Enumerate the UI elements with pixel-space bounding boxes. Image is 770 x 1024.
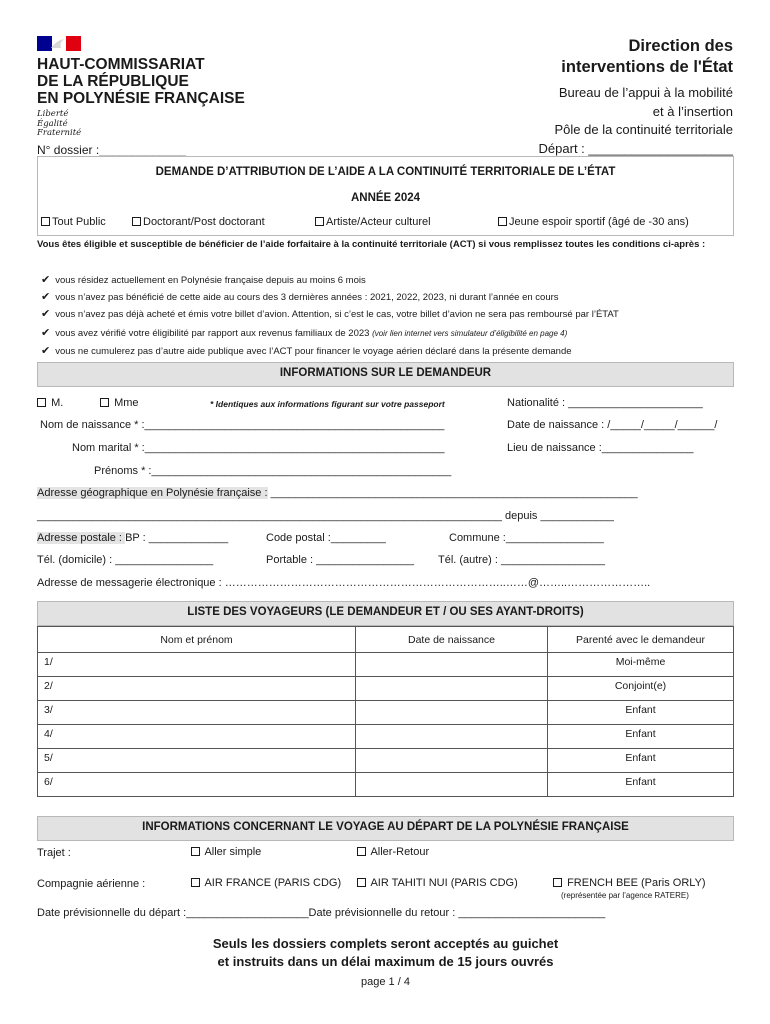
condition-item (41, 344, 572, 357)
traveler-relation-cell: Enfant (548, 701, 734, 725)
checkbox-icon (100, 398, 109, 407)
travel-dates-field[interactable]: Date prévisionnelle du départ :____________________Date prévisionnelle du retour : ________________________ (37, 907, 606, 919)
checkbox-icon (191, 878, 200, 887)
form-year: ANNÉE 2024 (350, 192, 421, 204)
bureau-line2: et à l’insertion (652, 103, 733, 119)
commune-field[interactable]: Commune :________________ (449, 532, 604, 544)
email-field[interactable]: Adresse de messagerie électronique : …………………………………………………………………..……@……..………………….. (37, 577, 651, 589)
table-row (38, 701, 734, 725)
traveler-birthdate-cell[interactable] (356, 749, 548, 773)
french-bee-note: (représentée par l’agence RATERE) (561, 891, 689, 900)
bp-input: BP : _____________ (125, 532, 229, 544)
table-row (38, 773, 734, 797)
first-names-field[interactable]: Prénoms * :_________________________________________________ (94, 465, 452, 477)
category-label: Doctorant/Post doctorant (143, 216, 265, 228)
title-m-option[interactable] (37, 397, 63, 409)
traveler-birthdate-cell[interactable] (356, 773, 548, 797)
traveler-relation-cell: Conjoint(e) (548, 677, 734, 701)
notice-line1: Seuls les dossiers complets seront acceptés au guichet (212, 936, 559, 951)
trajet-label: Trajet : (37, 847, 71, 859)
postal-label: Adresse postale : (37, 532, 126, 544)
completeness-notice (37, 935, 734, 971)
category-jeune-sportif[interactable] (498, 216, 689, 228)
one-way-option[interactable] (191, 846, 261, 858)
traveler-name-cell[interactable]: 6/ (38, 773, 356, 797)
checkbox-icon (132, 217, 141, 226)
travelers-table (37, 626, 734, 797)
airline-air-tahiti-nui-option[interactable] (357, 877, 518, 889)
title-mme-label: Mme (114, 397, 139, 409)
condition-text: vous n’avez pas bénéficié de cette aide au cours des 3 dernières années : 2021, 2022, 2023, ni durant l’année en cours (55, 292, 559, 303)
checkbox-icon (191, 847, 200, 856)
category-label: Jeune espoir sportif (âgé de -30 ans) (509, 216, 689, 228)
passport-note: * Identiques aux informations figurant sur votre passeport (210, 399, 445, 409)
condition-item (41, 307, 619, 320)
geo-address-line2-text: ____________________________________________________________________________ (37, 510, 502, 522)
title-mme-option[interactable] (100, 397, 139, 409)
birth-place-field[interactable]: Lieu de naissance :_______________ (507, 442, 694, 454)
marital-name-field[interactable]: Nom marital * :_________________________________________________ (72, 442, 445, 454)
depart-field[interactable]: Départ : ____________________ (538, 140, 733, 156)
traveler-relation-cell: Moi-même (548, 653, 734, 677)
traveler-birthdate-cell[interactable] (356, 701, 548, 725)
traveler-relation-cell: Enfant (548, 749, 734, 773)
category-label: Artiste/Acteur culturel (326, 216, 431, 228)
geo-address-line: ____________________________________________________________ (267, 487, 638, 499)
traveler-relation-cell: Enfant (548, 725, 734, 749)
round-trip-label: Aller-Retour (370, 846, 430, 858)
birth-date-field[interactable]: Date de naissance : /_____/_____/______/ (507, 419, 718, 431)
checkbox-icon (315, 217, 324, 226)
traveler-name-cell[interactable]: 5/ (38, 749, 356, 773)
since-field: depuis ____________ (501, 510, 614, 522)
category-label: Tout Public (52, 216, 106, 228)
airline-label: AIR TAHITI NUI (PARIS CDG) (370, 877, 518, 889)
condition-text: vous avez vérifié votre éligibilité par rapport aux revenus familiaux de 2023 (55, 328, 370, 339)
condition-item (41, 290, 559, 303)
table-header-row (38, 627, 734, 653)
airline-label: AIR FRANCE (PARIS CDG) (204, 877, 342, 889)
condition-item (41, 326, 567, 339)
airline-label: Compagnie aérienne : (37, 878, 146, 890)
condition-text: vous ne cumulerez pas d’autre aide publique avec l’ACT pour financer le voyage aérien déclaré dans la présente demande (55, 346, 572, 357)
tel-other-field[interactable]: Tél. (autre) : _________________ (438, 554, 605, 566)
postal-code-field[interactable]: Code postal :_________ (266, 532, 386, 544)
traveler-name-cell[interactable]: 4/ (38, 725, 356, 749)
motto-liberte: Liberté (37, 109, 69, 119)
motto-fraternite: Fraternité (37, 128, 82, 138)
airline-air-france-option[interactable] (191, 877, 341, 889)
direction-line2: interventions de l'État (561, 58, 733, 76)
table-row (38, 749, 734, 773)
checkmark-icon: ✔ (41, 291, 51, 303)
institution-name (37, 56, 245, 107)
pole-line: Pôle de la continuité territoriale (554, 122, 733, 137)
applicant-section-title: INFORMATIONS SUR LE DEMANDEUR (279, 367, 492, 379)
traveler-name-cell[interactable]: 2/ (38, 677, 356, 701)
checkbox-icon (357, 878, 366, 887)
condition-text: vous n’avez pas déjà acheté et émis votre billet d’avion. Attention, si c’est le cas, votre billet d’avion ne sera pas remboursé par l’ÉTAT (55, 309, 619, 320)
checkbox-icon (357, 847, 366, 856)
checkbox-icon (41, 217, 50, 226)
direction-title (561, 36, 733, 78)
motto-egalite: Égalité (37, 118, 68, 129)
airline-label: FRENCH BEE (Paris ORLY) (567, 877, 706, 889)
trip-section-title: INFORMATIONS CONCERNANT LE VOYAGE AU DÉPART DE LA POLYNÉSIE FRANÇAISE (142, 821, 629, 833)
one-way-label: Aller simple (204, 846, 262, 858)
institution-line2: DE LA RÉPUBLIQUE (37, 73, 189, 90)
traveler-name-cell[interactable]: 3/ (38, 701, 356, 725)
category-tout-public[interactable] (41, 216, 106, 228)
travelers-section-title: LISTE DES VOYAGEURS (LE DEMANDEUR ET / OU SES AYANT-DROITS) (187, 606, 584, 618)
col-name-header: Nom et prénom (38, 627, 356, 653)
direction-line1: Direction des (628, 37, 733, 55)
checkbox-icon (498, 217, 507, 226)
traveler-birthdate-cell[interactable] (356, 653, 548, 677)
table-row (38, 653, 734, 677)
geo-address-label: Adresse géographique en Polynésie française : (37, 487, 268, 499)
notice-line2: et instruits dans un délai maximum de 15 jours ouvrés (217, 954, 554, 969)
institution-line1: HAUT-COMMISSARIAT (37, 56, 205, 73)
nationality-field[interactable]: Nationalité : ______________________ (507, 397, 703, 409)
traveler-birthdate-cell[interactable] (356, 725, 548, 749)
round-trip-option[interactable] (357, 846, 429, 858)
condition-text: vous résidez actuellement en Polynésie française depuis au moins 6 mois (55, 275, 366, 286)
form-title: DEMANDE D’ATTRIBUTION DE L’AIDE A LA CONTINUITÉ TERRITORIALE DE L’ÉTAT (155, 166, 616, 178)
col-relation-header: Parenté avec le demandeur (548, 627, 734, 653)
checkmark-icon: ✔ (41, 274, 51, 286)
category-doctorant[interactable] (132, 216, 265, 228)
checkmark-icon: ✔ (41, 345, 51, 357)
table-row (38, 677, 734, 701)
dossier-number-field[interactable]: N° dossier :_____________ (37, 143, 186, 157)
traveler-name-cell[interactable]: 1/ (38, 653, 356, 677)
postal-bp-field[interactable] (37, 532, 228, 544)
title-m-label: M. (51, 397, 64, 409)
checkmark-icon: ✔ (41, 308, 51, 320)
birth-name-field[interactable]: Nom de naissance * :_________________________________________________ (40, 419, 445, 431)
bureau-line1: Bureau de l’appui à la mobilité (558, 85, 733, 100)
traveler-relation-cell: Enfant (548, 773, 734, 797)
airline-french-bee-option[interactable] (553, 877, 706, 889)
condition-item (41, 273, 366, 286)
tel-home-field[interactable]: Tél. (domicile) : ________________ (37, 554, 214, 566)
checkbox-icon (37, 398, 46, 407)
republic-motto (37, 110, 81, 139)
eligibility-intro: Vous êtes éligible et susceptible de bénéficier de l’aide forfaitaire à la continuité territoriale (ACT) si vous remplissez toutes les conditions ci-après : (37, 239, 706, 250)
table-row (38, 725, 734, 749)
mobile-field[interactable]: Portable : ________________ (266, 554, 415, 566)
bureau-info (539, 84, 733, 158)
col-birthdate-header: Date de naissance (356, 627, 548, 653)
institution-line3: EN POLYNÉSIE FRANÇAISE (37, 90, 245, 107)
geo-address-line2[interactable] (37, 510, 614, 522)
checkmark-icon: ✔ (41, 327, 51, 339)
republic-flag-logo (37, 36, 81, 51)
page-number: page 1 / 4 (361, 976, 410, 988)
category-artiste[interactable] (315, 216, 431, 228)
geo-address-field[interactable] (37, 487, 638, 499)
simulator-link-note: (voir lien internet vers simulateur d’éligibilité en page 4) (372, 329, 568, 338)
traveler-birthdate-cell[interactable] (356, 677, 548, 701)
checkbox-icon (553, 878, 562, 887)
